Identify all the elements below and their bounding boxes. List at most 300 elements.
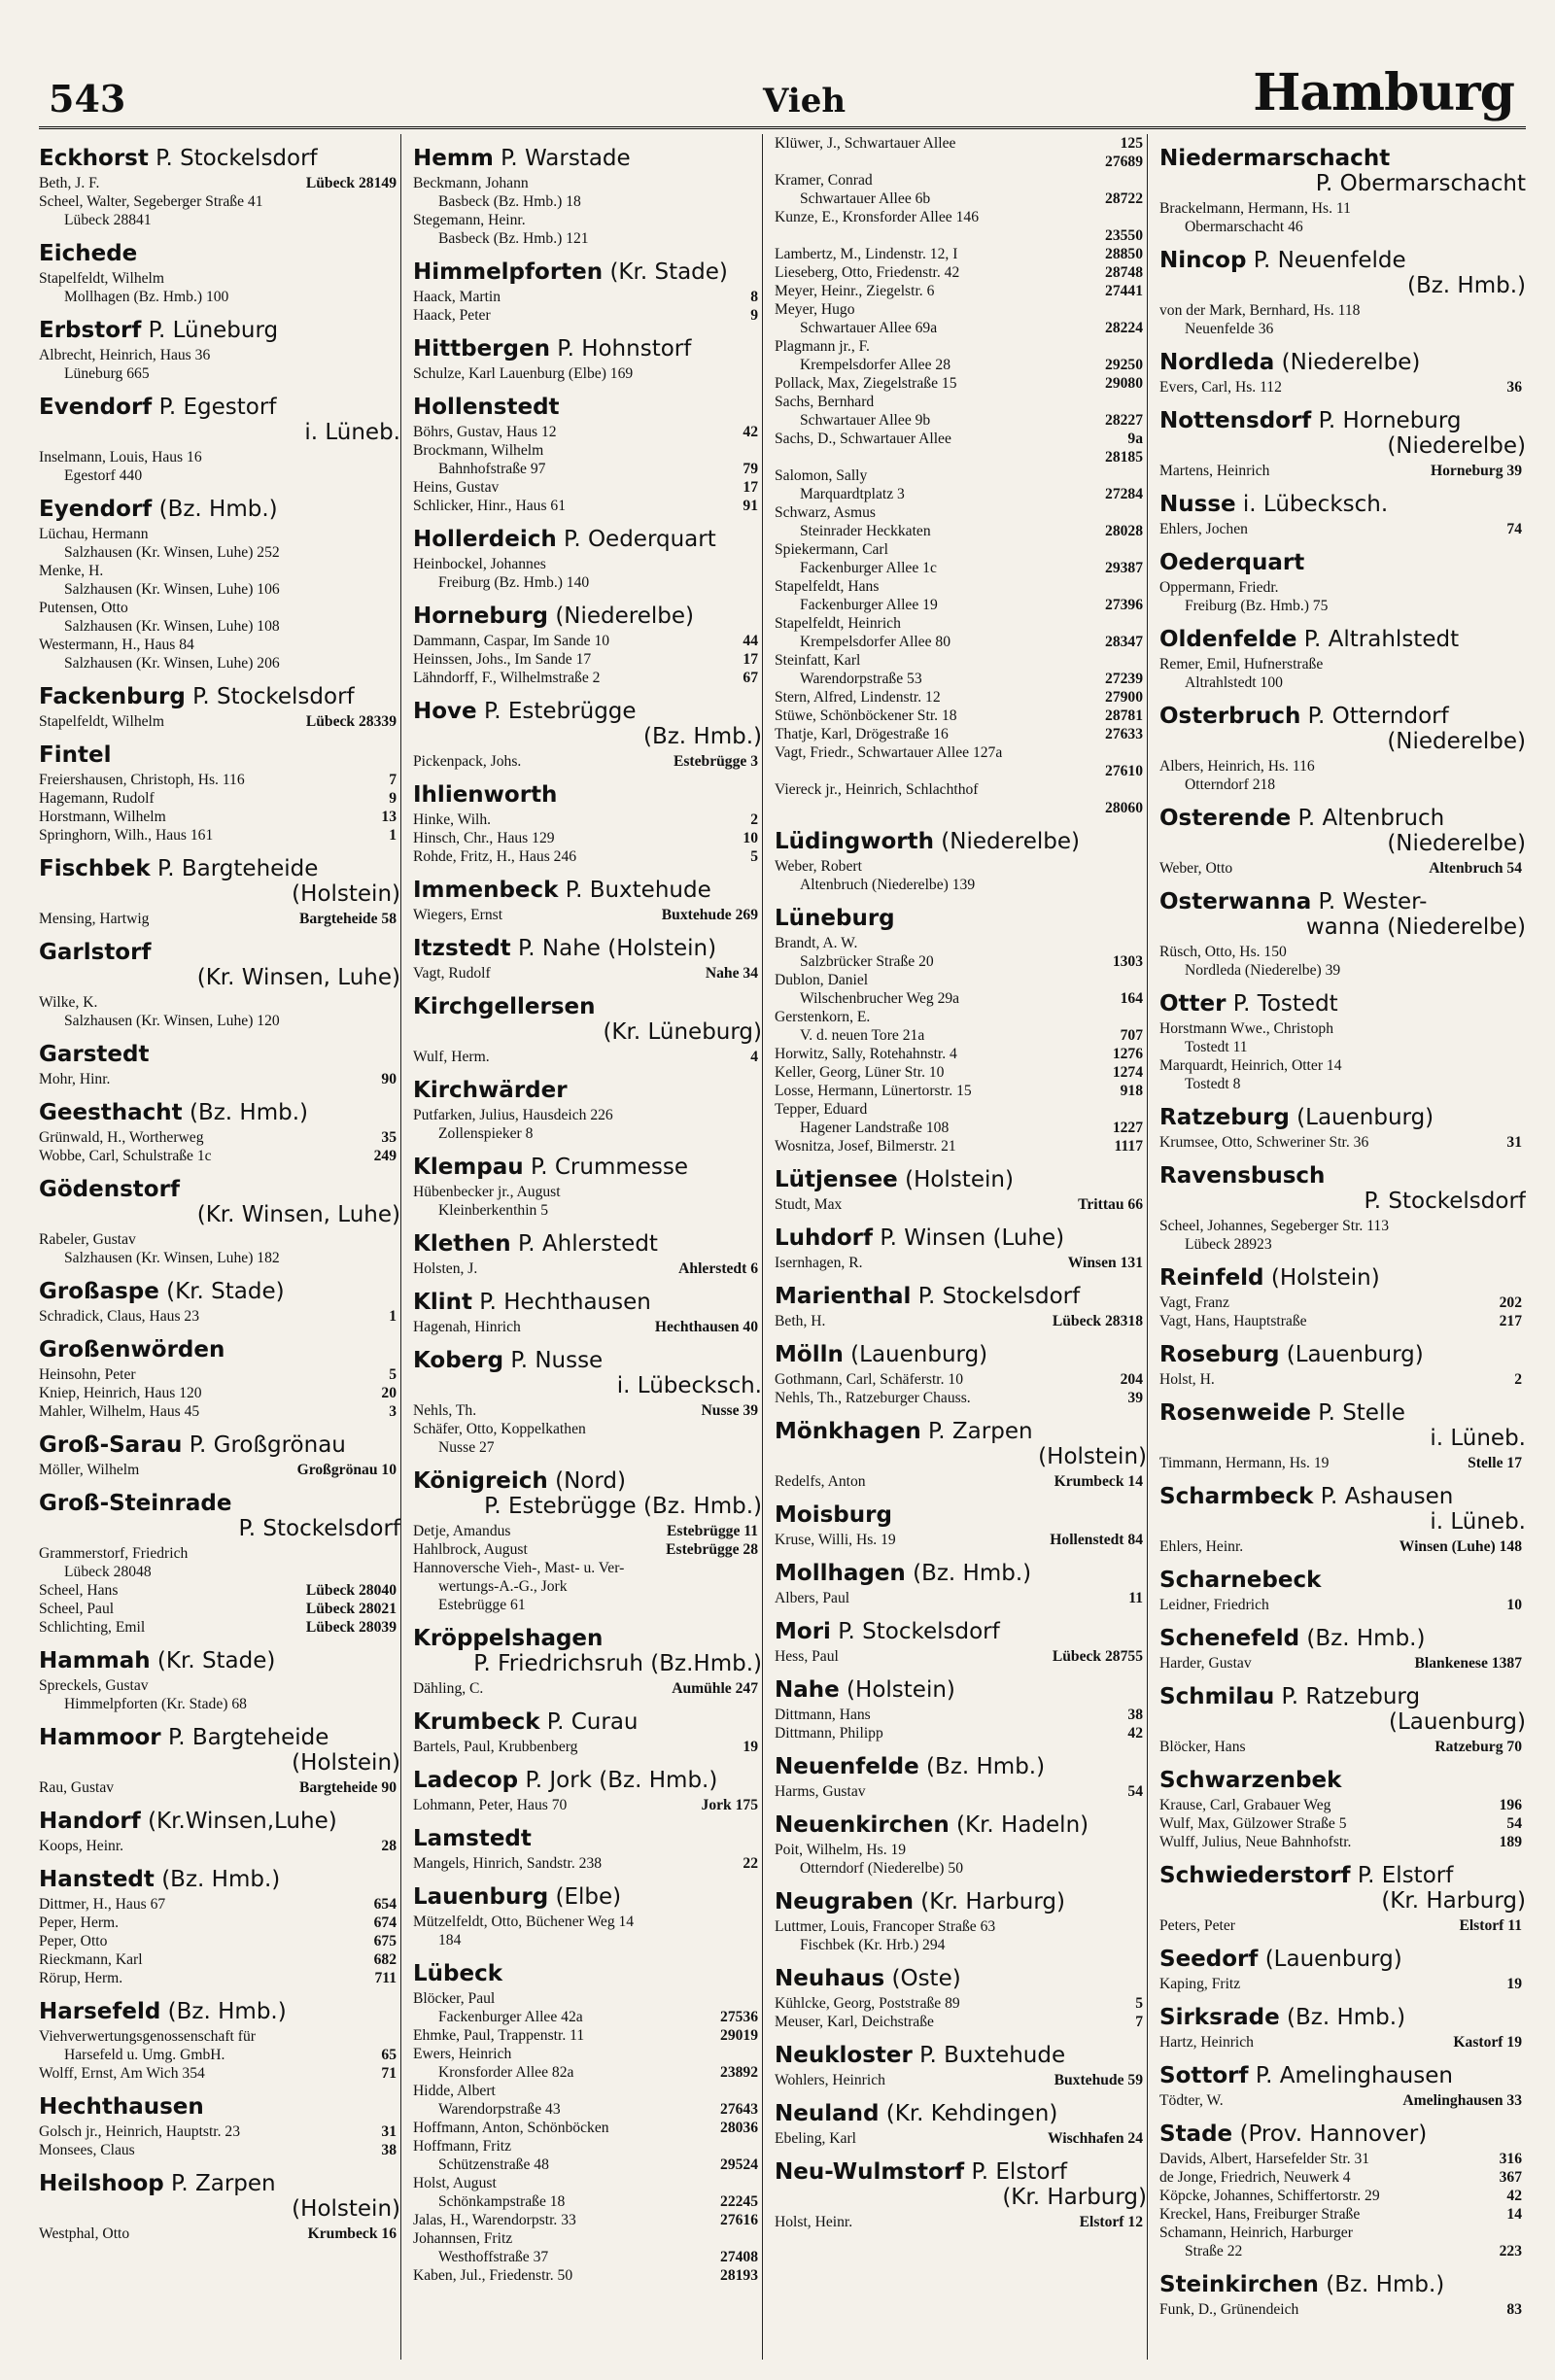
entry-code: Lübeck 28339 [305,713,397,730]
directory-entry [413,811,762,829]
directory-entry [413,192,762,211]
place-post-line2: (Niederelbe) [1387,831,1526,856]
directory-entry [413,1183,762,1201]
place-name: Stade [1159,2121,1233,2147]
place-post: (Lauenburg) [1279,1342,1424,1367]
entry-code [1116,1100,1143,1119]
entry-code: 29019 [720,2027,758,2044]
place-heading [1159,2121,1526,2147]
entry-code [731,2174,758,2192]
place-heading [39,241,400,266]
entry-code: 27239 [1105,671,1143,687]
entry-text: Blöcker, Hans [1159,1739,1246,1755]
entry-text: Pollack, Max, Ziegelstraße 15 [775,375,957,392]
place-name: Schwarzenbek [1159,1768,1342,1793]
entry-text: Fackenburger Allee 1c [800,560,937,576]
place-name: Rosenweide [1159,1400,1311,1426]
entry-code: Lübeck 28318 [1052,1313,1143,1329]
entry-text: Nehls, Th., Ratzeburger Chauss. [775,1390,971,1406]
place-post: P. Hohnstorf [549,336,692,362]
place-name: Niedermarschacht [1159,146,1391,171]
place-post: i. Lübecksch. [1235,492,1389,517]
entry-text: Salomon, Sally [775,467,868,484]
directory-entry [775,707,1147,725]
entry-code: 249 [373,1148,397,1164]
page-header [39,63,1526,129]
directory-entry [413,669,762,687]
directory-entry [39,1837,400,1855]
directory-entry [1159,2205,1526,2224]
place-heading [39,1279,400,1304]
place-name: Marienthal [775,1284,912,1309]
entry-code [1116,337,1143,356]
entry-text: Möller, Wilhelm [39,1462,140,1478]
directory-entry [1159,1796,1526,1814]
entry-code: 674 [373,1914,397,1931]
place-post: (Prov. Hannover) [1232,2121,1428,2147]
entry-text: Albers, Heinrich, Hs. 116 [1159,758,1315,775]
entry-text: Fischbek (Kr. Hrb.) 294 [800,1937,946,1953]
directory-entry [775,799,1147,817]
entry-code [731,555,758,573]
directory-entry [413,1989,762,2008]
entry-text: Horwitz, Sally, Rotehahnstr. 4 [775,1046,957,1062]
place-heading [413,336,762,362]
directory-entry [775,134,1147,153]
entry-code: 42 [1506,2188,1522,2204]
place-heading [775,1561,1147,1586]
entry-code: 28028 [1105,523,1143,539]
place-name: Seedorf [1159,1947,1259,1972]
entry-text: Wulf, Herm. [413,1049,490,1065]
place-name: Nusse [1159,492,1236,517]
place-heading [775,1677,1147,1703]
entry-text: Wohlers, Heinrich [775,2072,885,2088]
directory-entry [39,346,400,364]
entry-code: 27689 [1105,154,1143,170]
entry-text: Krumsee, Otto, Schweriner Str. 36 [1159,1134,1369,1151]
directory-entry [413,441,762,460]
entry-code [1116,743,1143,762]
entry-text: Krempelsdorfer Allee 28 [800,357,951,373]
entry-text: Meyer, Hugo [775,301,855,318]
place-post: (Holstein) [1263,1265,1380,1291]
entry-code: 28036 [720,2120,758,2136]
directory-entry [1159,961,1526,980]
directory-entry [1159,1814,1526,1833]
entry-code: 42 [743,424,758,440]
entry-text: Brandt, A. W. [775,935,858,951]
entry-code [731,211,758,229]
directory-entry [775,282,1147,300]
directory-entry [413,211,762,229]
directory-entry [1159,1293,1526,1312]
place-heading [1159,408,1526,459]
entry-code: 217 [1499,1313,1522,1329]
entry-text: Funk, D., Grünendeich [1159,2301,1299,2318]
place-name: Osterwanna [1159,889,1312,914]
entry-code [369,580,397,599]
directory-entry [775,577,1147,596]
entry-text: Steinrader Heckkaten [800,523,931,539]
entry-text: Schradick, Claus, Haus 23 [39,1308,200,1325]
place-heading [775,1619,1147,1644]
entry-code: 28 [381,1838,397,1854]
directory-entry [413,1106,762,1124]
entry-text: Brackelmann, Hermann, Hs. 11 [1159,200,1351,217]
place-name: Mori [775,1619,831,1644]
directory-entry [39,712,400,731]
place-heading [1159,806,1526,856]
place-post: P. Bargteheide [160,1725,329,1750]
entry-text: Remer, Emil, Hufnerstraße [1159,656,1324,673]
entry-code: 19 [743,1739,758,1755]
entry-text: Schlichting, Emil [39,1619,146,1636]
entry-code: 10 [1506,1597,1522,1613]
entry-text: Oppermann, Friedr. [1159,579,1279,596]
directory-entry [775,337,1147,356]
entry-code: Elstorf 12 [1079,2214,1143,2230]
directory-entry [39,1778,400,1797]
entry-code: 28850 [1105,246,1143,262]
entry-code: Lübeck 28021 [305,1601,397,1617]
entry-text: Dittmann, Philipp [775,1725,883,1742]
entry-text: Jalas, H., Warendorpstr. 33 [413,2212,576,2228]
directory-entry [775,522,1147,540]
place-name: Eyendorf [39,497,153,522]
place-name: Evendorf [39,395,153,420]
directory-entry [1159,1370,1526,1389]
place-heading [775,906,1147,931]
entry-text: Salzhausen (Kr. Winsen, Luhe) 252 [64,544,280,561]
entry-code: 27643 [720,2101,758,2118]
place-heading [1159,2005,1526,2030]
place-name: Schmilau [1159,1684,1275,1709]
directory-entry [1159,462,1526,480]
entry-text: Wulff, Julius, Neue Bahnhofstr. [1159,1834,1352,1850]
directory-entry [413,829,762,847]
entry-code: 67 [743,670,758,686]
entry-code: 28722 [1105,190,1143,207]
entry-text: de Jonge, Friedrich, Neuwerk 4 [1159,2169,1351,2186]
entry-code [369,543,397,562]
entry-code: 918 [1120,1083,1143,1099]
place-heading [413,1709,762,1735]
directory-entry [39,1070,400,1088]
place-post: (Holstein) [839,1677,955,1703]
entry-text: Monsees, Claus [39,2142,135,2158]
directory-entry [39,580,400,599]
place-heading [1159,2063,1526,2088]
entry-code: 17 [743,651,758,668]
entry-code: Amelinghausen 33 [1402,2092,1522,2109]
entry-code: Stelle 17 [1468,1455,1522,1471]
entry-code: Lübeck 28040 [305,1582,397,1599]
entry-code [1116,466,1143,485]
entry-code: 202 [1499,1294,1522,1311]
entry-text: Tostedt 11 [1185,1039,1248,1055]
entry-text: Kreckel, Hans, Freiburger Straße [1159,2206,1361,2223]
entry-text: Schulze, Karl Lauenburg (Elbe) 169 [413,365,634,382]
directory-entry [413,2008,762,2026]
directory-entry [1159,199,1526,218]
place-name: Oldenfelde [1159,627,1297,652]
place-heading [1159,1342,1526,1367]
entry-text: Vagt, Rudolf [413,965,491,982]
directory-entry [1159,2300,1526,2319]
place-post: P. Stelle [1310,1400,1405,1426]
entry-text: Evers, Carl, Hs. 112 [1159,379,1282,396]
place-name: Eckhorst [39,146,149,171]
place-name: Oederquart [1159,550,1305,575]
place-heading [775,1754,1147,1779]
entry-code [731,192,758,211]
place-heading [1159,146,1526,196]
place-post: (Nord) [547,1468,626,1494]
entry-code [369,346,397,364]
directory-entry [775,1589,1147,1607]
place-name: Itzstedt [413,936,511,961]
directory-entry [413,2063,762,2082]
place-heading [39,1809,400,1834]
entry-text: Krause, Carl, Grabauer Weg [1159,1797,1331,1813]
entry-code [369,211,397,229]
entry-code [1495,1217,1522,1235]
entry-text: Schwartauer Allee 9b [800,412,931,429]
directory-entry [39,1128,400,1147]
directory-entry [39,448,400,466]
directory-entry [413,1796,762,1814]
place-name: Roseburg [1159,1342,1280,1367]
directory-entry [1159,2242,1526,2260]
place-post: (Lauenburg) [1258,1947,1402,1972]
directory-entry [39,1695,400,1713]
place-post-line2: (Kr. Harburg) [1002,2185,1147,2210]
directory-entry [39,1618,400,1637]
entry-text: Rabeler, Gustav [39,1231,136,1248]
entry-code [731,1596,758,1614]
entry-code [1116,577,1143,596]
entry-text: Otterndorf 218 [1185,776,1276,793]
place-name: Groß-Sarau [39,1432,183,1458]
entry-code: 27900 [1105,689,1143,706]
entry-code: 27610 [1105,763,1143,779]
directory-entry [39,771,400,789]
entry-text: Stegemann, Heinr. [413,212,526,228]
directory-entry [413,2174,762,2192]
directory-entry [775,466,1147,485]
entry-text: Grammerstorf, Friedrich [39,1545,189,1562]
entry-text: Scheel, Johannes, Segeberger Str. 113 [1159,1218,1390,1234]
place-heading [413,604,762,629]
entry-text: Salzhausen (Kr. Winsen, Luhe) 108 [64,618,280,635]
place-post: (Bz. Hmb.) [1318,2272,1445,2297]
place-post: P. Hechthausen [471,1290,651,1315]
place-heading [775,1502,1147,1528]
entry-text: Hoffmann, Anton, Schönböcken [413,2120,609,2136]
entry-text: Lübeck 28841 [64,212,152,228]
place-post: P. Wester- [1311,889,1428,914]
directory-entry [1159,943,1526,961]
directory-entry [775,319,1147,337]
directory-entry [775,1389,1147,1407]
entry-code [1495,1056,1522,1075]
entry-code: 36 [1506,379,1522,396]
directory-entry [413,1540,762,1559]
entry-text: Peper, Herm. [39,1914,120,1931]
city-title: Hamburg [1253,63,1514,122]
entry-text: Schwartauer Allee 6b [800,190,931,207]
place-heading [775,2159,1147,2210]
place-name: Hammah [39,1648,151,1673]
directory-entry [413,2082,762,2100]
entry-text: Dähling, C. [413,1680,484,1697]
directory-entry [413,2156,762,2174]
entry-code: Horneburg 39 [1431,463,1522,479]
entry-code [1116,780,1143,799]
entry-code: Lübeck 28039 [305,1619,397,1636]
directory-entry [413,174,762,192]
entry-code: Buxtehude 269 [661,907,758,923]
directory-entry [413,1913,762,1931]
directory-entry [413,1438,762,1457]
entry-code [1495,1038,1522,1056]
entry-code [1495,1075,1522,1093]
entry-code: Buxtehude 59 [1054,2072,1143,2088]
entry-text: Klüwer, J., Schwartauer Allee [775,135,956,152]
directory-entry [39,1932,400,1950]
place-name: Nahe [775,1677,840,1703]
directory-entry [39,1230,400,1249]
directory-entry [413,478,762,497]
entry-code [369,1695,397,1713]
section-title: Vieh [763,82,847,121]
directory-entry [1159,776,1526,794]
directory-entry [775,430,1147,448]
entry-text: Wobbe, Carl, Schulstraße 1c [39,1148,212,1164]
directory-entry [775,1082,1147,1100]
entry-code: 367 [1499,2169,1522,2186]
place-heading [775,1342,1147,1367]
entry-code [1495,218,1522,236]
directory-entry [413,847,762,866]
entry-text: Fackenburger Allee 42a [438,2009,583,2025]
entry-code: 5 [389,1366,397,1383]
place-post-line2: P. Estebrügge (Bz. Hmb.) [484,1494,762,1519]
place-heading [1159,2272,1526,2297]
entry-code: Wischhafen 24 [1047,2130,1143,2147]
entry-code [1495,2224,1522,2242]
entry-text: Lieseberg, Otto, Friedenstr. 42 [775,264,960,281]
entry-code [1116,971,1143,989]
entry-code: Winsen 131 [1067,1255,1143,1271]
place-heading [1159,1105,1526,1130]
directory-entry [775,393,1147,411]
directory-entry [775,651,1147,670]
place-heading [1159,704,1526,754]
place-heading [39,940,400,990]
directory-entry [39,1676,400,1695]
entry-text: Bahnhofstraße 97 [438,461,546,477]
directory-entry [775,503,1147,522]
directory-entry [1159,520,1526,538]
place-name: Sottorf [1159,2063,1249,2088]
entry-code: 22 [743,1855,758,1872]
place-heading [39,1999,400,2024]
entry-text: Krempelsdorfer Allee 80 [800,634,951,650]
entry-code: 90 [381,1071,397,1087]
entry-code [369,192,397,211]
directory-entry [39,1544,400,1563]
entry-code: 23550 [1105,227,1143,244]
directory-entry [39,636,400,654]
place-heading [413,936,762,961]
directory-entry [775,1370,1147,1389]
entry-text: Lübeck 28048 [64,1564,152,1580]
entry-code [1116,876,1143,894]
entry-code: 189 [1499,1834,1522,1850]
directory-entry [39,599,400,617]
directory-entry [775,374,1147,393]
entry-text: Wilke, K. [39,994,98,1011]
directory-entry [39,192,400,211]
place-post: (Niederelbe) [933,829,1080,854]
place-post-line2: (Lauenburg) [1389,1709,1526,1735]
entry-text: Obermarschacht 46 [1185,219,1303,235]
entry-text: Holst, August [413,2175,497,2191]
entry-code: 44 [743,633,758,649]
entry-text: Wosnitza, Josef, Bilmerstr. 21 [775,1138,956,1155]
place-post: (Oste) [884,1966,961,1991]
entry-text: Kruse, Willi, Hs. 19 [775,1532,896,1548]
place-name: Mönkhagen [775,1419,921,1444]
directory-entry [413,1931,762,1949]
place-name: Heilshoop [39,2171,164,2196]
place-name: Gödenstorf [39,1177,180,1202]
entry-code [1495,673,1522,692]
entry-text: Hagenah, Hinrich [413,1319,521,1335]
entry-text: Beth, H. [775,1313,826,1329]
directory-entry [39,269,400,288]
directory-entry [775,448,1147,466]
entry-text: Heinsohn, Peter [39,1366,136,1383]
directory-entry [775,411,1147,430]
entry-text: Scheel, Paul [39,1601,115,1617]
directory-entry [775,1647,1147,1666]
place-name: Kröppelshagen [413,1626,604,1651]
entry-text: Keller, Georg, Lüner Str. 10 [775,1064,945,1081]
entry-text: Hinke, Wilh. [413,811,492,828]
entry-text: Schwarz, Asmus [775,504,876,521]
place-post: (Bz. Hmb.) [1299,1626,1426,1651]
place-post-line2: (Niederelbe) [1387,729,1526,754]
entry-text: Harsefeld u. Umg. GmbH. [64,2047,225,2063]
directory-entry [413,1738,762,1756]
place-heading [39,1725,400,1776]
entry-code: Estebrügge 28 [666,1541,758,1558]
place-heading [39,742,400,768]
entry-text: Freiburg (Bz. Hmb.) 75 [1185,598,1329,614]
entry-text: Schamann, Heinrich, Harburger [1159,2225,1353,2241]
entry-text: Zollenspieker 8 [438,1125,534,1142]
entry-code [731,2229,758,2248]
directory-entry [775,2213,1147,2231]
entry-text: Stapelfeldt, Wilhelm [39,270,165,287]
place-name: Neuenfelde [775,1754,919,1779]
place-post: (Kr.Winsen,Luhe) [140,1809,337,1834]
place-name: Otter [1159,991,1227,1017]
entry-code [369,1544,397,1563]
